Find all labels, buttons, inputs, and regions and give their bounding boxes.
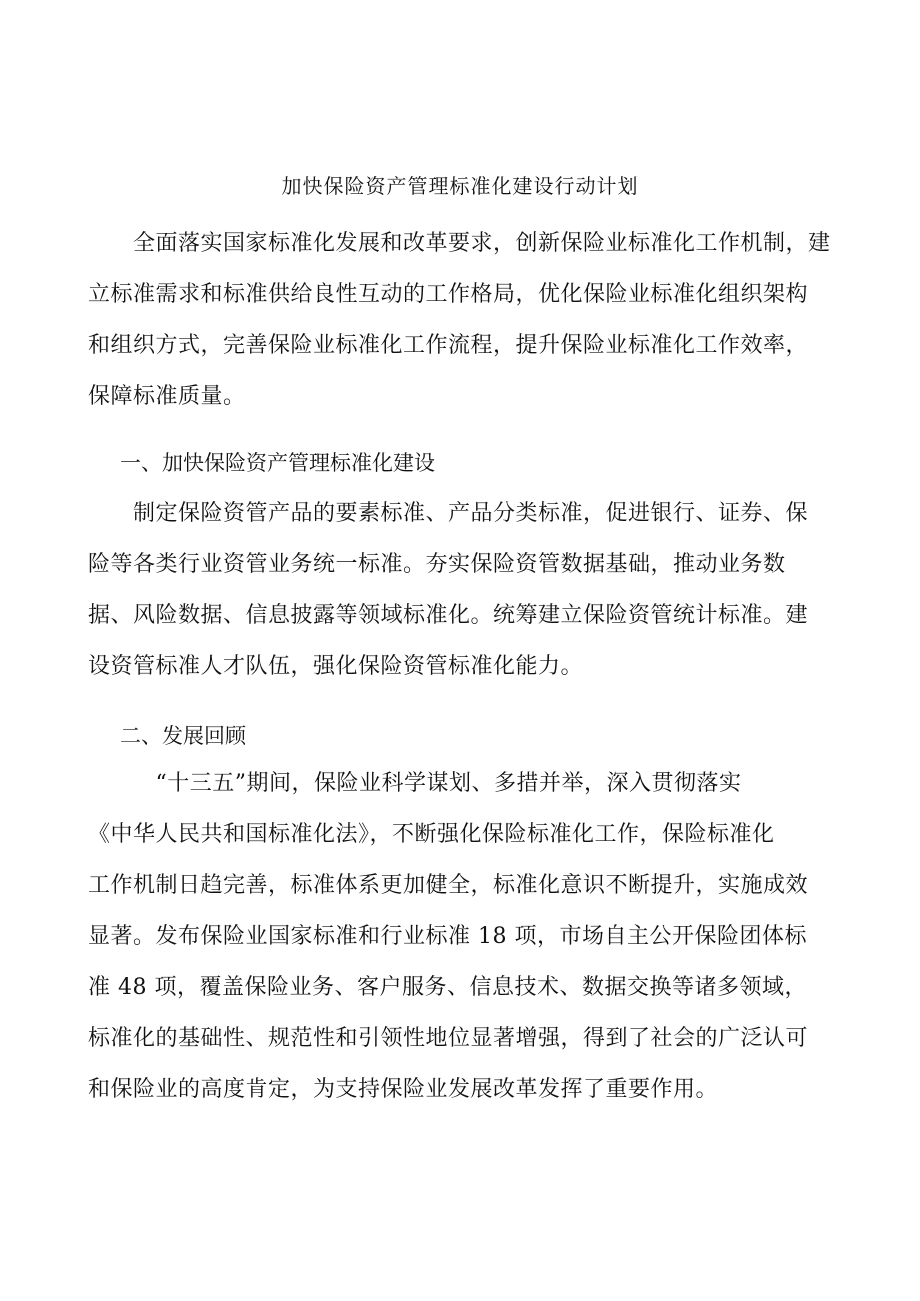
paragraph-line: 工作机制日趋完善，标准体系更加健全，标准化意识不断提升，实施成效 (88, 873, 809, 898)
paragraph-line: 和组织方式，完善保险业标准化工作流程，提升保险业标准化工作效率， (88, 333, 809, 358)
paragraph-line: 设资管标准人才队伍，强化保险资管标准化能力。 (88, 654, 584, 679)
section-2-paragraph (88, 758, 834, 1115)
paragraph-line: “十三五”期间，保险业科学谋划、多措并举，深入贯彻落实 (88, 771, 742, 796)
section-heading-2: 二、发展回顾 (120, 724, 246, 748)
paragraph-line: 立标准需求和标准供给良性互动的工作格局，优化保险业标准化组织架构 (88, 282, 809, 307)
paragraph-line: 准 48 项，覆盖保险业务、客户服务、信息技术、数据交换等诸多领域， (88, 975, 807, 1000)
paragraph-line: 标准化的基础性、规范性和引领性地位显著增强，得到了社会的广泛认可 (88, 1026, 809, 1051)
paragraph-line: 据、风险数据、信息披露等领域标准化。统筹建立保险资管统计标准。建 (88, 603, 809, 628)
document-title: 加快保险资产管理标准化建设行动计划 (281, 174, 639, 198)
paragraph-line: 制定保险资管产品的要素标准、产品分类标准，促进银行、证券、保 (88, 501, 809, 526)
paragraph-line: 《中华人民共和国标准化法》，不断强化保险标准化工作，保险标准化 (88, 822, 775, 847)
intro-paragraph (88, 218, 834, 422)
paragraph-line: 显著。发布保险业国家标准和行业标准 18 项，市场自主公开保险团体标 (88, 924, 807, 949)
paragraph-line: 保障标准质量。 (88, 384, 246, 409)
paragraph-line: 全面落实国家标准化发展和改革要求，创新保险业标准化工作机制，建 (88, 231, 831, 256)
section-heading-1: 一、加快保险资产管理标准化建设 (120, 451, 435, 475)
paragraph-line: 险等各类行业资管业务统一标准。夯实保险资管数据基础，推动业务数 (88, 552, 786, 577)
paragraph-line: 和保险业的高度肯定，为支持保险业发展改革发挥了重要作用。 (88, 1077, 719, 1102)
section-1-paragraph (88, 488, 834, 692)
